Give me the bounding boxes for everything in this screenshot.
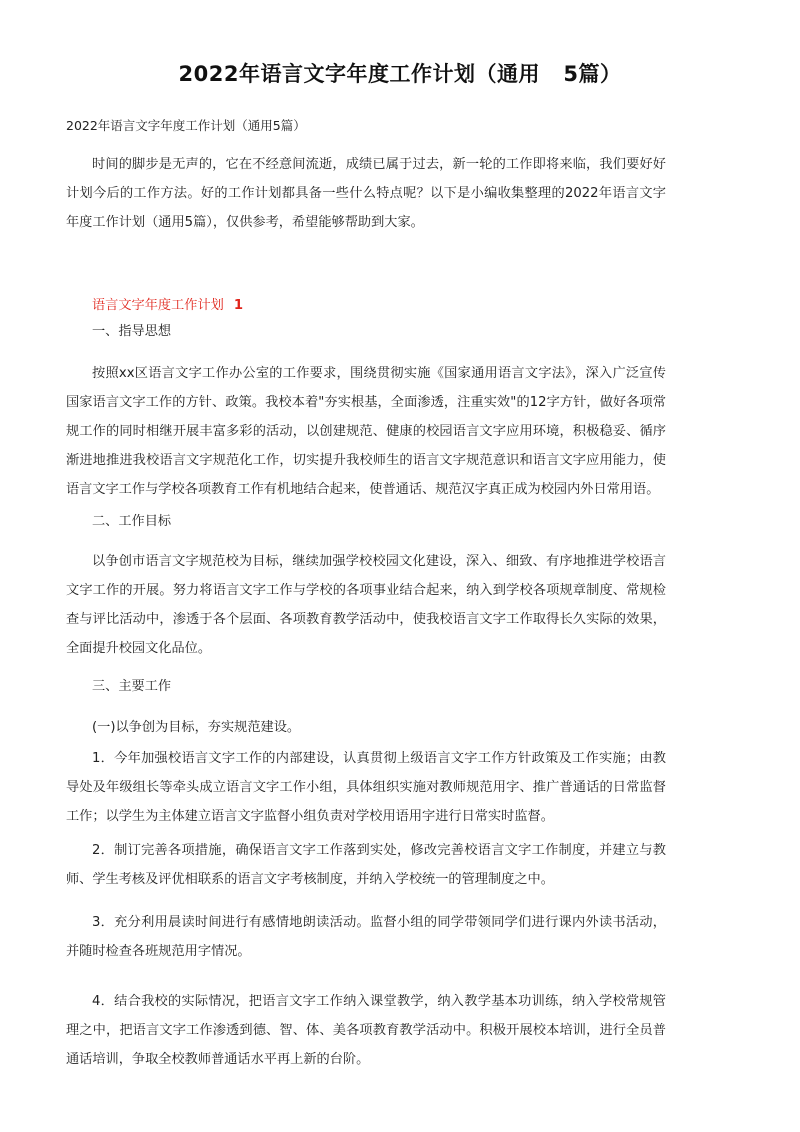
intro-paragraph: 时间的脚步是无声的，它在不经意间流逝，成绩已属于过去，新一轮的工作即将来临，我们要好好计划今后的工作方法。好的工作计划都具备一些什么特点呢？以下是小编收集整理的2022年语言文字年度工作计划（通用5篇），仅供参考，希望能够帮助到大家。 bbox=[66, 157, 666, 230]
section-heading-text: 语言文字年度工作计划 bbox=[92, 298, 224, 313]
heading-main-work: 三、主要工作 bbox=[92, 679, 172, 694]
list-item-3: 3．充分利用晨读时间进行有感情地朗读活动。监督小组的同学带领同学们进行课内外读书活动，并随时检查各班规范用字情况。 bbox=[66, 915, 666, 959]
paragraph-work-goals: 以争创市语言文字规范校为目标，继续加强学校校园文化建设，深入、细致、有序地推进学校语言文字工作的开展。努力将语言文字工作与学校的各项事业结合起来，纳入到学校各项规章制度、常规检查与评比活动中，渗透于各个层面、各项教育教学活动中，使我校语言文字工作取得长久实际的效果，全面提升校园文化品位。 bbox=[66, 554, 666, 656]
heading-guiding-ideology: 一、指导思想 bbox=[92, 324, 172, 339]
section-number: 1 bbox=[233, 298, 244, 313]
list-item-4: 4．结合我校的实际情况，把语言文字工作纳入课堂教学，纳入教学基本功训练，纳入学校常规管理之中，把语言文字工作渗透到德、智、体、美各项教育教学活动中。积极开展校本培训，进行全员普通话培训，争取全校教师普通话水平再上新的台阶。 bbox=[66, 994, 666, 1067]
list-item-2: 2．制订完善各项措施，确保语言文字工作落到实处，修改完善校语言文字工作制度，并建立与教师、学生考核及评优相联系的语言文字考核制度，并纳入学校统一的管理制度之中。 bbox=[66, 843, 666, 887]
section-heading bbox=[92, 294, 243, 313]
heading-work-goals: 二、工作目标 bbox=[92, 514, 172, 529]
paragraph-guiding-ideology: 按照xx区语言文字工作办公室的工作要求，围绕贯彻实施《国家通用语言文字法》，深入广泛宣传国家语言文字工作的方针、政策。我校本着"夯实根基，全面渗透，注重实效"的12字方针，做好各项常规工作的同时相继开展丰富多彩的活动，以创建规范、健康的校园语言文字应用环境，积极稳妥、循序渐进地推进我校语言文字规范化工作，切实提升我校师生的语言文字规范意识和语言文字应用能力，使语言文字工作与学校各项教育工作有机地结合起来，使普通话、规范汉字真正成为校园内外日常用语。 bbox=[66, 366, 666, 497]
subheading-standardization: (一)以争创为目标，夯实规范建设。 bbox=[92, 720, 301, 735]
list-item-1: 1．今年加强校语言文字工作的内部建设，认真贯彻上级语言文字工作方针政策及工作实施；由教导处及年级组长等牵头成立语言文字工作小组，具体组织实施对教师规范用字、推广普通话的日常监督工作；以学生为主体建立语言文字监督小组负责对学校用语用字进行日常实时监督。 bbox=[66, 751, 666, 824]
document-subtitle: 2022年语言文字年度工作计划（通用5篇） bbox=[66, 118, 306, 133]
document-title: 2022年语言文字年度工作计划（通用 5篇） bbox=[178, 62, 622, 86]
